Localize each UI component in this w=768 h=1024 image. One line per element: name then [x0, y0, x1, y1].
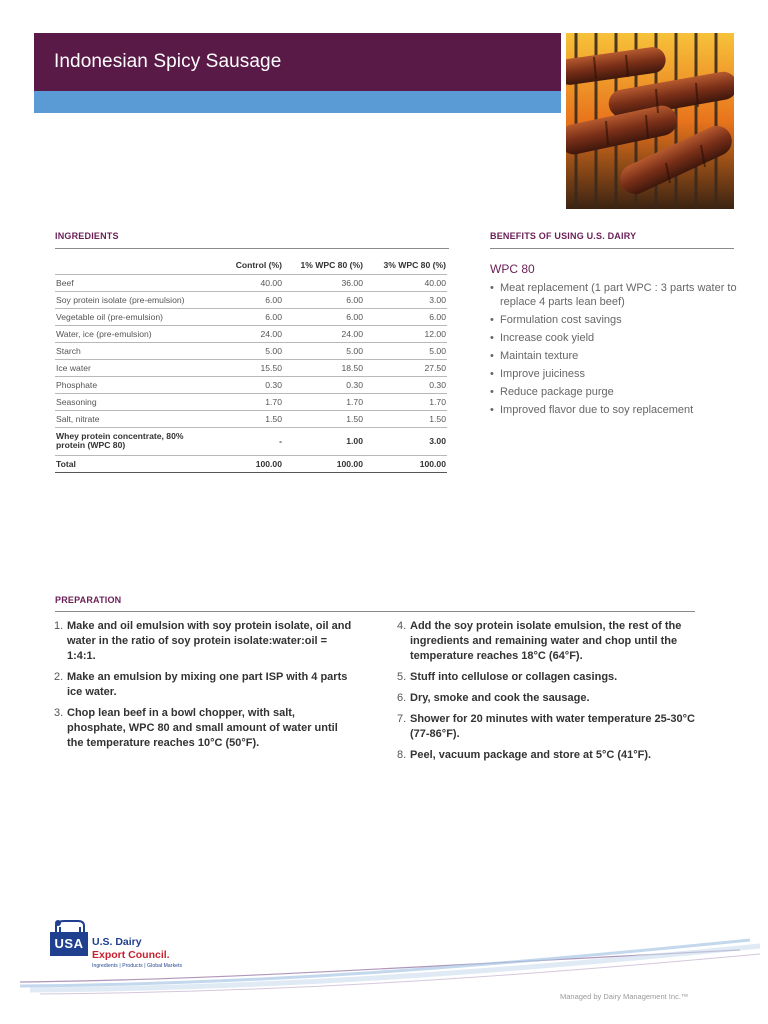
control-value: 40.00: [215, 274, 283, 291]
accent-bar: [34, 91, 561, 113]
ingredient-name: Ice water: [55, 359, 215, 376]
wpc1-value: 1.70: [283, 393, 364, 410]
table-row: [55, 291, 447, 308]
total-row: [55, 455, 447, 472]
table-row: [55, 359, 447, 376]
sausage-photo: [566, 33, 734, 209]
wpc3-value: 3.00: [364, 291, 447, 308]
wpc1-value: 18.50: [283, 359, 364, 376]
list-item: • Formulation cost savings: [490, 313, 740, 327]
wpc1-value: 1.00: [283, 427, 364, 455]
control-value: 5.00: [215, 342, 283, 359]
control-value: 1.50: [215, 410, 283, 427]
wpc1-value: 36.00: [283, 274, 364, 291]
benefits-list: [490, 262, 740, 421]
logo-line-1: U.S. Dairy: [92, 936, 142, 948]
wpc1-value: 100.00: [283, 455, 364, 472]
step-text: Peel, vacuum package and store at 5°C (41°F).: [410, 749, 652, 761]
list-item: [397, 670, 697, 685]
wpc1-value: 0.30: [283, 376, 364, 393]
wpc3-value: 100.00: [364, 455, 447, 472]
ingredient-name: Beef: [55, 274, 215, 291]
wpc3-value: 1.70: [364, 393, 447, 410]
table-row: [55, 376, 447, 393]
ingredient-name: Water, ice (pre-emulsion): [55, 325, 215, 342]
list-item: • Improve juiciness: [490, 367, 740, 381]
table-row: [55, 342, 447, 359]
ingredient-name: Whey protein concentrate, 80% protein (WPC 80): [55, 427, 215, 455]
step-text: Stuff into cellulose or collagen casings.: [410, 671, 618, 683]
preparation-left-column: [54, 619, 354, 757]
ingredient-name: Seasoning: [55, 393, 215, 410]
total-label: Total: [55, 455, 215, 472]
wpc3-value: 40.00: [364, 274, 447, 291]
benefits-rule: [490, 248, 734, 249]
wpc3-value: 6.00: [364, 308, 447, 325]
step-text: Make an emulsion by mixing one part ISP with 4 parts ice water.: [67, 671, 348, 698]
wpc3-value: 3.00: [364, 427, 447, 455]
step-number: 4.: [397, 620, 407, 632]
wpc1-value: 6.00: [283, 291, 364, 308]
logo-tagline: Ingredients | Products | Global Markets: [92, 963, 183, 969]
wpc3-value: 27.50: [364, 359, 447, 376]
ingredient-name: Vegetable oil (pre-emulsion): [55, 308, 215, 325]
sausage-illustration: [566, 33, 734, 209]
list-item: • Improved flavor due to soy replacement: [490, 403, 740, 417]
page-title: Indonesian Spicy Sausage: [54, 51, 282, 72]
step-number: 6.: [397, 692, 407, 704]
list-item: • Increase cook yield: [490, 331, 740, 345]
list-item: [397, 748, 697, 763]
wpc3-value: 1.50: [364, 410, 447, 427]
usa-badge: USA: [50, 932, 88, 956]
list-item: • Reduce package purge: [490, 385, 740, 399]
managed-by-text: Managed by Dairy Management Inc.™: [560, 992, 689, 1001]
ingredient-name: Starch: [55, 342, 215, 359]
whey-row: [55, 427, 447, 455]
step-number: 8.: [397, 749, 407, 761]
wpc3-value: 12.00: [364, 325, 447, 342]
control-value: 1.70: [215, 393, 283, 410]
logo-line-2: Export Council.: [92, 949, 170, 961]
ingredients-heading: INGREDIENTS: [55, 231, 119, 241]
table-header-row: [55, 256, 447, 274]
preparation-right-column: [397, 619, 697, 769]
list-item: [397, 619, 697, 664]
step-number: 2.: [54, 671, 64, 683]
table-row: [55, 410, 447, 427]
list-item: [54, 670, 354, 700]
control-value: -: [215, 427, 283, 455]
benefits-heading: BENEFITS OF USING U.S. DAIRY: [490, 231, 637, 241]
preparation-heading: PREPARATION: [55, 595, 122, 605]
ingredients-rule: [55, 248, 449, 249]
title-bar: [34, 33, 561, 91]
step-number: 7.: [397, 713, 407, 725]
control-value: 0.30: [215, 376, 283, 393]
column-header: 3% WPC 80 (%): [364, 256, 447, 274]
list-item: [397, 712, 697, 742]
control-value: 6.00: [215, 291, 283, 308]
table-row: [55, 274, 447, 291]
benefits-subheading: WPC 80: [490, 262, 535, 276]
step-number: 5.: [397, 671, 407, 683]
wpc1-value: 1.50: [283, 410, 364, 427]
ingredient-name: Salt, nitrate: [55, 410, 215, 427]
ingredients-table: [55, 256, 447, 473]
step-text: Add the soy protein isolate emulsion, the rest of the ingredients and remaining water and chop until the temperature reaches 18°C (64°F).: [410, 620, 682, 662]
step-text: Make and oil emulsion with soy protein isolate, oil and water in the ratio of soy protein isolate:water:oil = 1:4:1.: [67, 620, 352, 662]
column-header: [55, 256, 215, 274]
column-header: 1% WPC 80 (%): [283, 256, 364, 274]
wpc1-value: 6.00: [283, 308, 364, 325]
wpc3-value: 0.30: [364, 376, 447, 393]
list-item: • Meat replacement (1 part WPC : 3 parts water to replace 4 parts lean beef): [490, 281, 740, 309]
step-text: Shower for 20 minutes with water temperature 25-30°C (77-86°F).: [410, 713, 695, 740]
wpc1-value: 24.00: [283, 325, 364, 342]
ingredient-name: Phosphate: [55, 376, 215, 393]
usdec-logo: [50, 918, 220, 974]
preparation-rule: [55, 611, 695, 612]
list-item: [54, 706, 354, 751]
control-value: 6.00: [215, 308, 283, 325]
list-item: [397, 691, 697, 706]
table-row: [55, 393, 447, 410]
step-number: 1.: [54, 620, 64, 632]
wpc3-value: 5.00: [364, 342, 447, 359]
control-value: 100.00: [215, 455, 283, 472]
control-value: 15.50: [215, 359, 283, 376]
wpc1-value: 5.00: [283, 342, 364, 359]
table-row: [55, 308, 447, 325]
step-text: Chop lean beef in a bowl chopper, with salt, phosphate, WPC 80 and small amount of water until the temperature reaches 10°C (50°F).: [67, 707, 338, 749]
list-item: • Maintain texture: [490, 349, 740, 363]
step-text: Dry, smoke and cook the sausage.: [410, 692, 590, 704]
list-item: [54, 619, 354, 664]
table-row: [55, 325, 447, 342]
column-header: Control (%): [215, 256, 283, 274]
ingredient-name: Soy protein isolate (pre-emulsion): [55, 291, 215, 308]
step-number: 3.: [54, 707, 64, 719]
control-value: 24.00: [215, 325, 283, 342]
